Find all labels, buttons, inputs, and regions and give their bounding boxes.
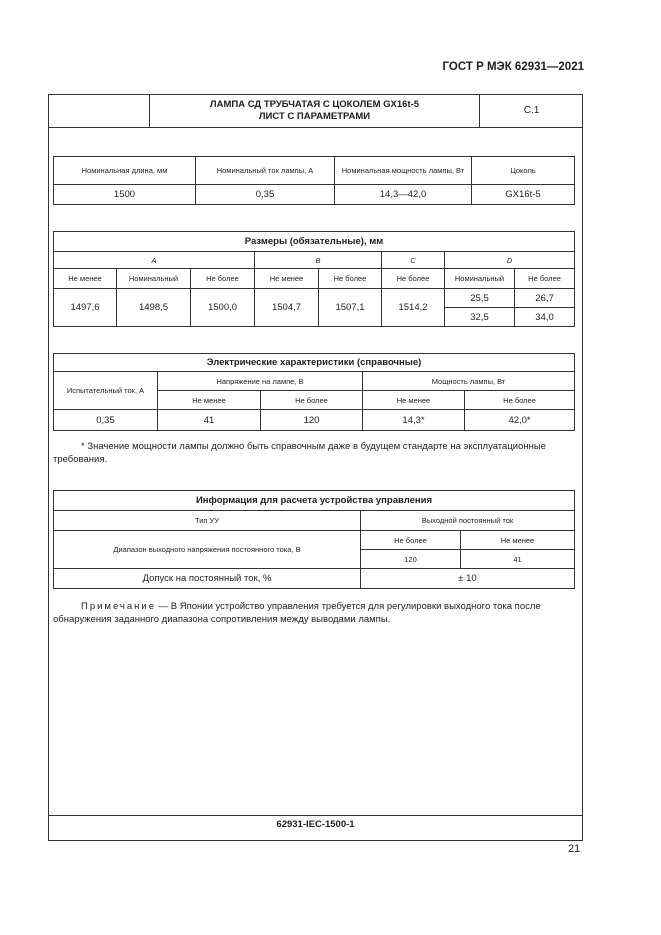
page-number: 21	[568, 843, 581, 855]
dim-subheader: Не более	[191, 269, 255, 289]
value-nominal-power: 14,3—42,0	[335, 185, 472, 205]
dim-value: 1507,1	[319, 289, 382, 327]
dim-group-a: A	[54, 252, 255, 269]
elec-value: 41	[158, 410, 261, 431]
dimensions-title: Размеры (обязательные), мм	[54, 232, 575, 252]
elec-value: 0,35	[54, 410, 158, 431]
value-tolerance: ± 10	[361, 569, 575, 589]
header-nominal-length: Номинальная длина, мм	[54, 157, 196, 185]
dim-d-value: 32,5	[445, 308, 515, 327]
dimensions-table	[53, 231, 575, 327]
elec-subheader: Не менее	[363, 391, 465, 410]
electrical-title: Электрические характеристики (справочные)	[54, 354, 575, 372]
note-text: — В Японии устройство управления требуется для регулировки выходного тока после обнаружения заданного диапазона сопротивления между выводами лампы.	[53, 601, 541, 625]
header-nominal-power: Номинальная мощность лампы, Вт	[335, 157, 472, 185]
header-test-current: Испытательный ток, А	[54, 372, 158, 410]
dim-value: 1497,6	[54, 289, 117, 327]
elec-value: 120	[261, 410, 363, 431]
dim-subheader: Не менее	[54, 269, 117, 289]
dim-d-value: 34,0	[515, 308, 575, 327]
dim-value: 1500,0	[191, 289, 255, 327]
note	[53, 600, 578, 626]
dim-subheader: Не более	[382, 269, 445, 289]
elec-subheader: Не менее	[158, 391, 261, 410]
header-cap: Цоколь	[472, 157, 575, 185]
label-voltage-range: Диапазон выходного напряжения постоянного тока, В	[54, 531, 361, 569]
sheet-title-line1: ЛАМПА СД ТРУБЧАТАЯ С ЦОКОЛЕМ GX16t-5	[209, 98, 420, 110]
control-subheader: Не менее	[461, 531, 575, 550]
sheet-title-line2: ЛИСТ С ПАРАМЕТРАМИ	[258, 110, 371, 122]
dim-subheader: Не более	[319, 269, 382, 289]
elec-value: 14,3*	[363, 410, 465, 431]
dim-subheader: Номинальный	[445, 269, 515, 289]
control-table	[53, 490, 575, 589]
dim-subheader: Номинальный	[117, 269, 191, 289]
dim-value: 1514,2	[382, 289, 445, 327]
dim-group-b: B	[255, 252, 382, 269]
label-tolerance: Допуск на постоянный ток, %	[54, 569, 361, 589]
header-left-cell	[48, 94, 150, 128]
header-nominal-current: Номинальный ток лампы, А	[196, 157, 335, 185]
sheet-frame	[48, 94, 583, 841]
sheet-number: С.1	[480, 94, 583, 128]
control-value-min: 41	[461, 550, 575, 569]
dim-group-d: D	[445, 252, 575, 269]
elec-subheader: Не более	[465, 391, 575, 410]
elec-subheader: Не более	[261, 391, 363, 410]
sheet-code: 62931-IEC-1500-1	[276, 819, 355, 830]
dim-value: 1498,5	[117, 289, 191, 327]
value-nominal-current: 0,35	[196, 185, 335, 205]
power-footnote: * Значение мощности лампы должно быть справочным даже в будущем стандарте на эксплуатационные требования.	[53, 441, 546, 465]
dim-value: 1504,7	[255, 289, 319, 327]
header-control-type: Тип УУ	[54, 511, 361, 531]
dim-d-value: 25,5	[445, 289, 515, 308]
sheet-title	[150, 94, 480, 128]
dim-subheader: Не менее	[255, 269, 319, 289]
header-output-current: Выходной постоянный ток	[361, 511, 575, 531]
control-subheader: Не более	[361, 531, 461, 550]
footer-divider	[48, 815, 583, 816]
value-nominal-length: 1500	[54, 185, 196, 205]
control-title: Информация для расчета устройства управления	[54, 491, 575, 511]
dim-group-c: C	[382, 252, 445, 269]
dim-d-value: 26,7	[515, 289, 575, 308]
main-params-table	[53, 156, 575, 205]
header-power: Мощность лампы, Вт	[363, 372, 575, 391]
elec-value: 42,0*	[465, 410, 575, 431]
electrical-table	[53, 353, 575, 431]
value-cap: GX16t-5	[472, 185, 575, 205]
dim-subheader: Не более	[515, 269, 575, 289]
note-label: Примечание	[81, 601, 156, 612]
standard-number: ГОСТ Р МЭК 62931—2021	[442, 61, 584, 73]
control-value-max: 120	[361, 550, 461, 569]
header-voltage: Напряжение на лампе, В	[158, 372, 363, 391]
